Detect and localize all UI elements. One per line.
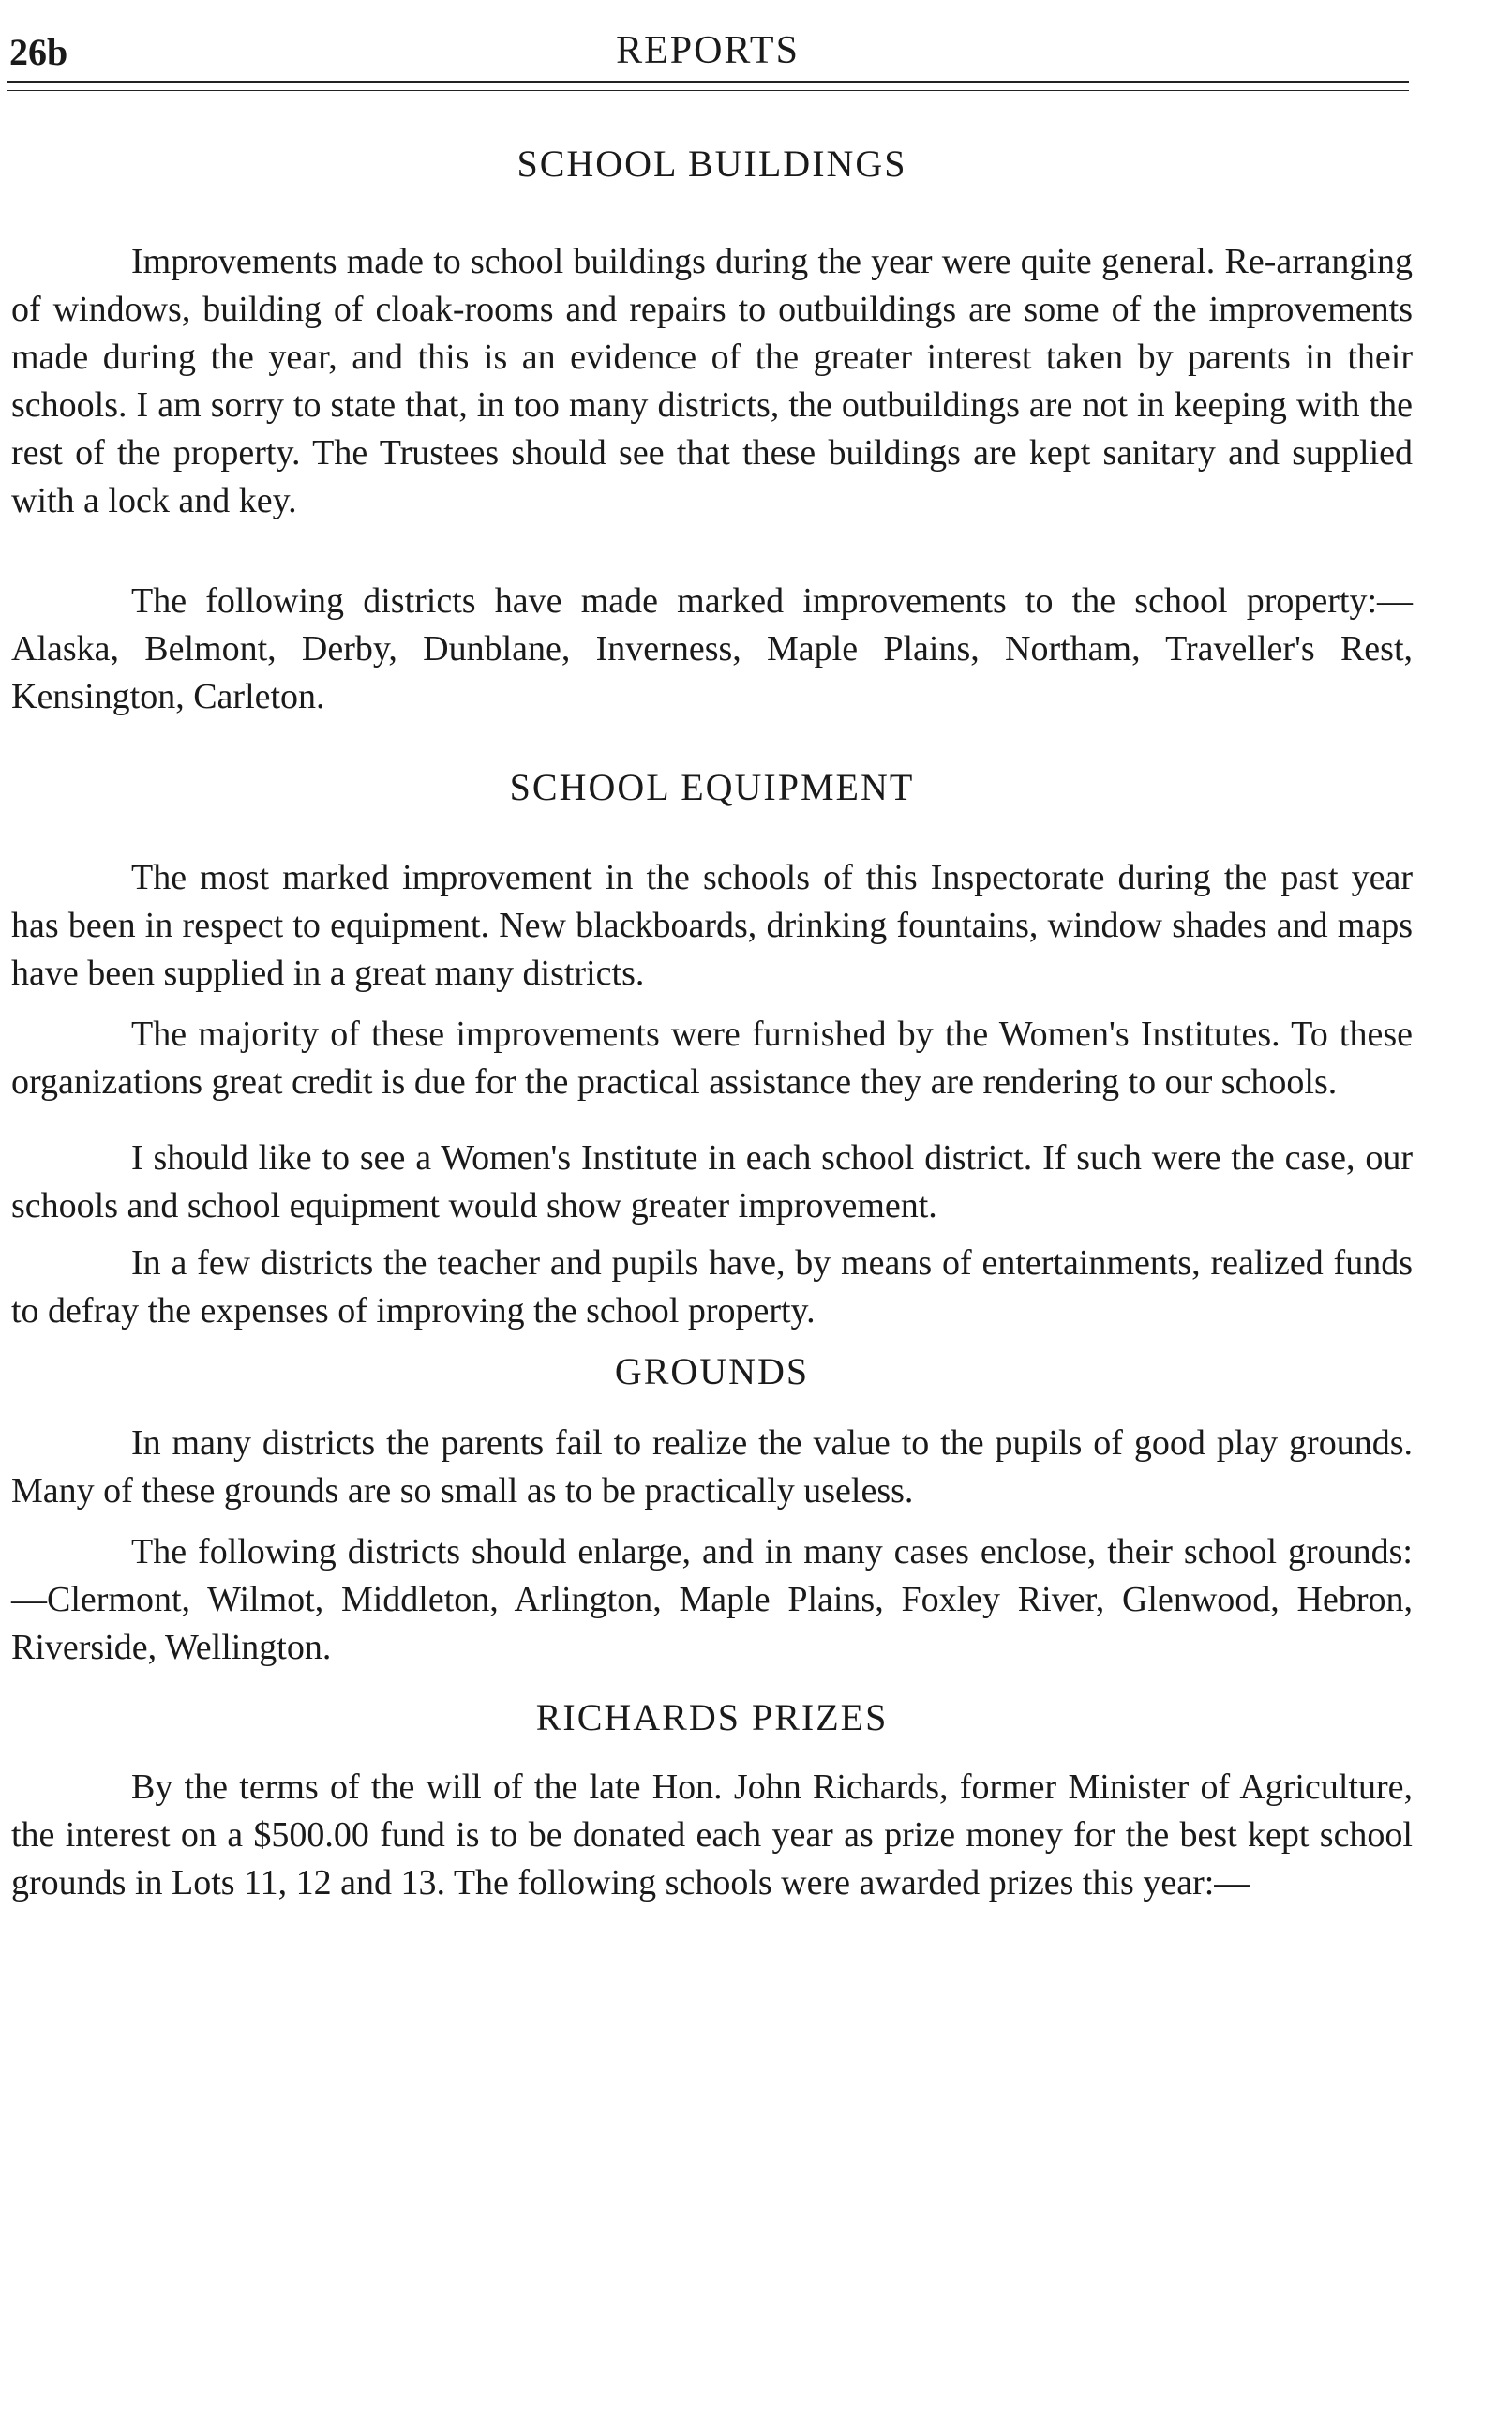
section-heading-richards-prizes: RICHARDS PRIZES — [535, 1696, 889, 1738]
page-header — [9, 21, 1406, 77]
paragraph: I should like to see a Women's Institute in each school district. If such were the case, our schools and school equipment would show greater improvement. — [11, 1138, 1413, 1226]
section-heading-school-equipment: SCHOOL EQUIPMENT — [509, 766, 915, 808]
header-rule-thin — [7, 90, 1409, 91]
page-number: 26b — [9, 31, 68, 73]
paragraph: The following districts should enlarge, and in many cases enclose, their school grounds:—Clermont, Wilmot, Middleton, Arlington, Maple Plains, Foxley River, Glenwood, Hebron, Riverside, Wellington. — [11, 1532, 1413, 1667]
paragraph: The following districts have made marked improvements to the school property:—Alaska, Belmont, Derby, Dunblane, Inverness, Maple Plains, Northam, Traveller's Rest, Kensington, Carleton. — [11, 581, 1413, 716]
running-head: REPORTS — [616, 29, 800, 72]
section-heading-grounds: GROUNDS — [614, 1350, 810, 1392]
header-rule — [7, 81, 1409, 83]
paragraph: The most marked improvement in the schools of this Inspectorate during the past year has been in respect to equipment. New blackboards, drinking fountains, window shades and maps have been supplied in a great many districts. — [11, 858, 1413, 993]
paragraph: In many districts the parents fail to realize the value to the pupils of good play grounds. Many of these grounds are so small as to be practically useless. — [11, 1423, 1413, 1511]
paragraph: By the terms of the will of the late Hon. John Richards, former Minister of Agriculture, the interest on a $500.00 fund is to be donated each year as prize money for the best kept school grounds in Lots 11, 12 and 13. The following schools were awarded prizes this year:— — [11, 1767, 1413, 1902]
paragraph: In a few districts the teacher and pupils have, by means of entertainments, realized funds to defray the expenses of improving the school property. — [11, 1243, 1413, 1331]
paragraph: The majority of these improvements were furnished by the Women's Institutes. To these organizations great credit is due for the practical assistance they are rendering to our schools. — [11, 1015, 1413, 1102]
report-body — [11, 141, 1413, 1907]
section-heading-school-buildings: SCHOOL BUILDINGS — [516, 143, 907, 185]
paragraph: Improvements made to school buildings during the year were quite general. Re-arranging of windows, building of cloak-rooms and repairs to outbuildings are some of the improvements made during the year, and this is an evidence of the greater interest taken by parents in their schools. I am sorry to state that, in too many districts, the outbuildings are not in keeping with the rest of the property. The Trustees should see that these buildings are kept sanitary and supplied with a lock and key. — [11, 242, 1413, 520]
